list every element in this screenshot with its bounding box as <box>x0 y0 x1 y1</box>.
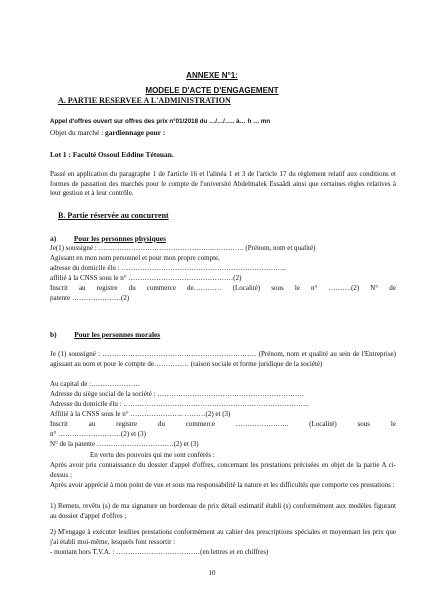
pp-word: ……….(2) <box>328 284 360 292</box>
morales-patente: N° de la patente ……………………………(2) et (3) <box>50 440 199 448</box>
pp-word: du <box>128 284 136 292</box>
section-b-title-text: B. Partie réservée au concurrent <box>58 211 169 220</box>
morales-cnss: Affilié à la CNSS sous le n° ………………….. ………(2) et (3) <box>50 410 231 418</box>
morales-item-1: 1) Remets, revêtu (s) de ma signature un bordereau de prix détail estimatif établi (s) conformément aux modèles figurant au dossier d'appel d'offres ; <box>50 502 396 520</box>
morales-line-1: Je (1) soussigné : ………………………………………………………… (Prénom, nom et qualité au sein de l'Entreprise) agissant au nom et pour le compte de…………… (raison sociale et forme juridique de la société) <box>50 350 396 368</box>
objet-value: gardiennage pour : <box>105 128 166 137</box>
morales-inscrit-line <box>50 420 396 430</box>
pm-word: le <box>390 420 396 428</box>
model-title: MODELE D'ACTE D'ENGAGEMENT <box>145 86 279 95</box>
morales-montant: - montant hors T.V.A. : ………………………………(en lettres et en chiffres) <box>50 548 269 556</box>
objet-label: Objet du marché : <box>50 128 106 137</box>
pp-word: N° <box>370 284 379 292</box>
morales-heading-num: b) <box>50 330 57 339</box>
pp-word: de………… <box>186 284 222 292</box>
physiques-line-4: affilié à la CNSS sous le n° ………………………………………(2) <box>50 274 242 282</box>
pp-word: registre <box>96 284 118 292</box>
appel-offres-line: Appel d'offres ouvert sur offres des prix n°01/2018 du …/…/….. à… h … mn <box>50 118 271 125</box>
morales-heading <box>50 330 160 340</box>
pp-word: (Localité) <box>232 284 261 292</box>
pp-word: Inscrit <box>50 284 68 292</box>
pm-word: du <box>157 420 165 428</box>
pm-word: registre <box>116 420 138 428</box>
morales-vertu: En vertu des pouvoirs qui me sont conférés : <box>90 451 215 459</box>
lot-line: Lot 1 : Faculté Ossoul Eddine Tétouan. <box>50 150 174 159</box>
physiques-line-2: Agissant en mon nom personnel et pour mon propre compte, <box>50 254 220 262</box>
physiques-line-5 <box>50 284 396 294</box>
annex-title: ANNEXE N°1: <box>186 71 238 80</box>
morales-apres-2: Après avoir apprécié à mon point de vue et sous ma responsabilité la nature et les difficultés que comporte ces prestations : <box>50 481 395 489</box>
pm-word: Inscrit <box>50 420 68 428</box>
pp-word: commerce <box>146 284 176 292</box>
morales-apres-1: Après avoir pris connaissance du dossier d'appel d'offres, concernant les prestations précisées en objet de la partie A ci-dessus ; <box>50 461 396 479</box>
pm-word: ………………….. <box>235 420 289 428</box>
page-number: 10 <box>208 569 216 577</box>
physiques-heading-text: Pour les personnes physiques <box>73 234 166 243</box>
morales-item-2: 2) M'engage à exécuter lesdites prestations conformément au cahier des prescriptions spéciales et moyennant les prix que j'ai établi moi-même, lesquels font ressortir : <box>50 528 396 546</box>
pm-word: (Localité) <box>309 420 337 428</box>
pp-word: de <box>389 284 396 292</box>
physiques-line-3: adresse du domicile élu : …………………………………………………………….. <box>50 264 286 272</box>
pp-word: le <box>294 284 300 292</box>
morales-siege: Adresse du siège social de la société : ……………………………………………………… <box>50 390 305 398</box>
section-b-title <box>58 211 169 221</box>
morales-domicile: Adresse du domicile élu : …………………………………………………………………….. <box>50 400 309 408</box>
physiques-line-6: patente …………………(2) <box>50 294 130 302</box>
morales-inscrit-number: n° ………………………(2) et (3) <box>50 430 146 438</box>
physiques-heading-num: a) <box>50 234 57 243</box>
morales-heading-text: Pour les personnes morales <box>74 330 161 339</box>
physiques-line-1: Je(1) soussigné : …………………………………………..…………. (Prénom, nom et qualité) <box>50 244 316 252</box>
pp-word: sous <box>271 284 284 292</box>
pp-word: au <box>78 284 86 292</box>
pm-word: sous <box>357 420 370 428</box>
physiques-heading <box>50 234 166 244</box>
passe-paragraph: Passé en application du paragraphe 1 de l'article 16 et l'alinéa 1 et 3 de l'article 17 du règlement relatif aux conditions et formes de passation des marchés pour le compte de l'université Abdelmalek Essaâdi ainsi que certaines règles relatives à leur gestion et à leur contrôle. <box>50 170 396 197</box>
objet-line <box>50 128 165 138</box>
morales-capital: Au capital de :………………… <box>50 380 141 388</box>
pp-word: n° <box>310 284 318 292</box>
pm-word: au <box>88 420 96 428</box>
pm-word: commerce <box>185 420 215 428</box>
section-a-title: A. PARTIE RESERVEE A L'ADMINISTRATION <box>58 96 231 105</box>
